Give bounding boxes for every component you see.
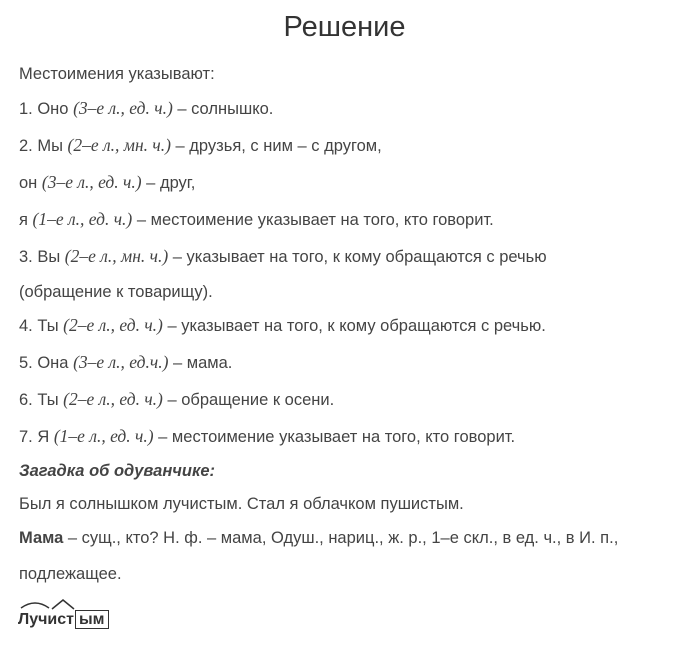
analysis-continuation: подлежащее. <box>19 565 122 583</box>
item-2-post: – друзья, с ним – с другом, <box>170 137 382 155</box>
item-5-pre: 5. Она <box>19 354 74 372</box>
item-5-mark: (3–е л., ед.ч.) <box>73 352 169 372</box>
item-2b-mark: (3–е л., ед. ч.) <box>41 172 142 192</box>
item-4-pre: 4. Ты <box>19 317 64 335</box>
analysis-word: Мама <box>19 529 64 547</box>
word-analysis <box>19 527 618 549</box>
item-4 <box>19 314 546 337</box>
item-4-post: – указывает на того, к кому обращаются с речью. <box>162 317 546 335</box>
riddle-heading: Загадка об одуванчике: <box>19 462 216 480</box>
item-3-cont: (обращение к товарищу). <box>19 283 213 301</box>
item-5-post: – мама. <box>168 354 233 372</box>
item-2-pre: 2. Мы <box>19 137 68 155</box>
item-2b-post: – друг, <box>141 174 196 192</box>
item-2 <box>19 134 382 157</box>
item-2b <box>19 171 195 194</box>
morpheme-suffix: ист <box>47 611 74 628</box>
item-6-mark: (2–е л., ед. ч.) <box>63 389 163 409</box>
root-arc <box>21 603 49 608</box>
morpheme-analysis <box>18 598 128 638</box>
item-3 <box>19 245 547 268</box>
item-7 <box>19 425 515 448</box>
item-2c-mark: (1–е л., ед. ч.) <box>32 209 133 229</box>
item-6-post: – обращение к осени. <box>162 391 335 409</box>
item-2c-pre: я <box>19 211 33 229</box>
item-7-post: – местоимение указывает на того, кто говорит. <box>153 428 516 446</box>
item-5 <box>19 351 232 374</box>
item-1-pre: 1. Оно <box>19 100 74 118</box>
morpheme-ending: ым <box>75 610 109 629</box>
suffix-caret <box>52 600 74 609</box>
item-1-mark: (3–е л., ед. ч.) <box>73 98 173 118</box>
item-1 <box>19 97 273 120</box>
item-2b-pre: он <box>19 174 42 192</box>
item-1-post: – солнышко. <box>172 100 274 118</box>
item-3-pre: 3. Вы <box>19 248 65 266</box>
item-3-mark: (2–е л., мн. ч.) <box>64 246 169 266</box>
riddle-text: Был я солнышком лучистым. Стал я облачком пушистым. <box>19 495 464 513</box>
morpheme-word <box>18 610 109 630</box>
item-6-pre: 6. Ты <box>19 391 64 409</box>
intro-text: Местоимения указывают: <box>19 65 215 83</box>
item-3-post: – указывает на того, к кому обращаются с речью <box>168 248 547 266</box>
item-2c <box>19 208 494 231</box>
item-4-mark: (2–е л., ед. ч.) <box>63 315 163 335</box>
morpheme-root: Луч <box>18 611 48 628</box>
item-6 <box>19 388 334 411</box>
analysis-text: – сущ., кто? Н. ф. – мама, Одуш., нариц., ж. р., 1–е скл., в ед. ч., в И. п., <box>63 529 619 547</box>
item-2c-post: – местоимение указывает на того, кто говорит. <box>132 211 494 229</box>
item-2-mark: (2–е л., мн. ч.) <box>67 135 171 155</box>
item-7-mark: (1–е л., ед. ч.) <box>53 426 154 446</box>
page-title: Решение <box>283 11 406 43</box>
item-7-pre: 7. Я <box>19 428 54 446</box>
